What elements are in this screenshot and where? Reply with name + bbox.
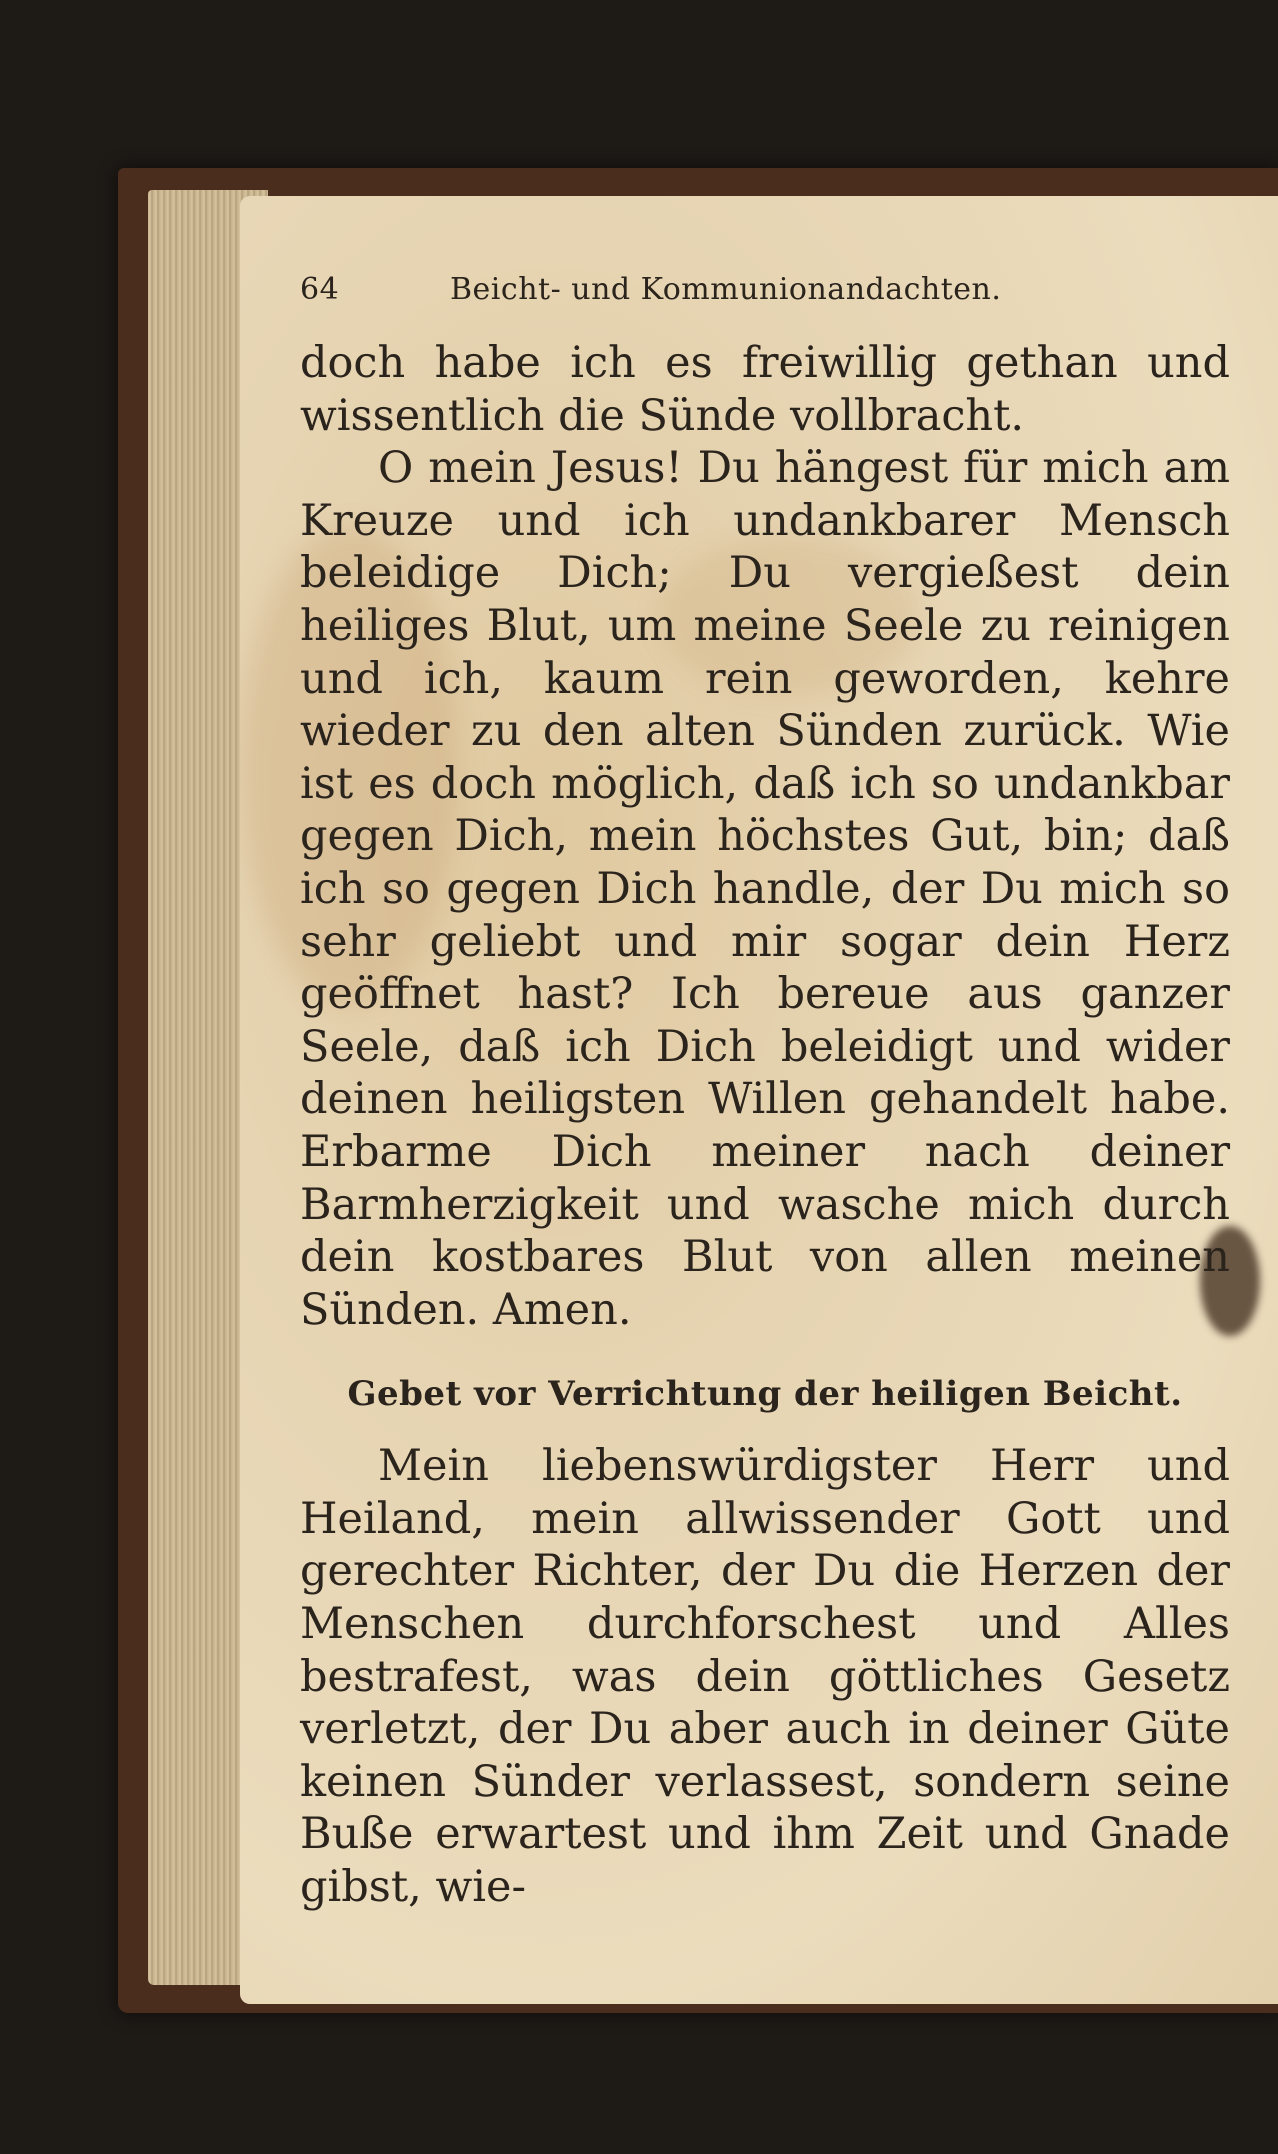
paragraph-prayer-text: O mein Jesus! Du hängest für mich am Kreuze und ich undankbarer Mensch beleidige Dich; Du vergießest dein heiliges Blut, um meine Seele zu reinigen und ich, kaum rein geworden, kehre wieder zu den alten Sünden zurück. Wie ist es doch möglich, daß ich so undankbar gegen Dich, mein höchstes Gut, bin; daß ich so gegen Dich handle, der Du mich so sehr geliebt und mir sogar dein Herz geöffnet hast? Ich bereue aus ganzer Seele, daß ich Dich beleidigt und wider deinen heiligsten Willen gehandelt habe. Erbarme Dich meiner nach deiner Barmherzigkeit und wasche mich durch dein kostbares Blut von allen meinen Sünden. Amen. — [300, 443, 1230, 1335]
running-head — [300, 272, 1230, 307]
paragraph-continuation: doch habe ich es freiwillig gethan und wissentlich die Sünde vollbracht. — [300, 338, 1230, 441]
book-page — [240, 196, 1278, 2004]
page-number: 64 — [300, 272, 340, 307]
running-head-title: Beicht- und Kommunionandachten. — [450, 272, 1002, 307]
text-block — [300, 272, 1230, 1914]
paragraph-prayer-text: Mein liebenswürdigster Herr und Heiland, mein allwissender Gott und gerechter Richter, der Du die Herzen der Menschen durchforschest und Alles bestrafest, was dein göttliches Gesetz verletzt, der Du aber auch in deiner Güte keinen Sünder verlassest, sondern seine Buße erwartest und ihm Zeit und Gnade gibst, wie- — [300, 1441, 1230, 1913]
section-heading: Gebet vor Verrichtung der heiligen Beicht. — [347, 1374, 1183, 1415]
